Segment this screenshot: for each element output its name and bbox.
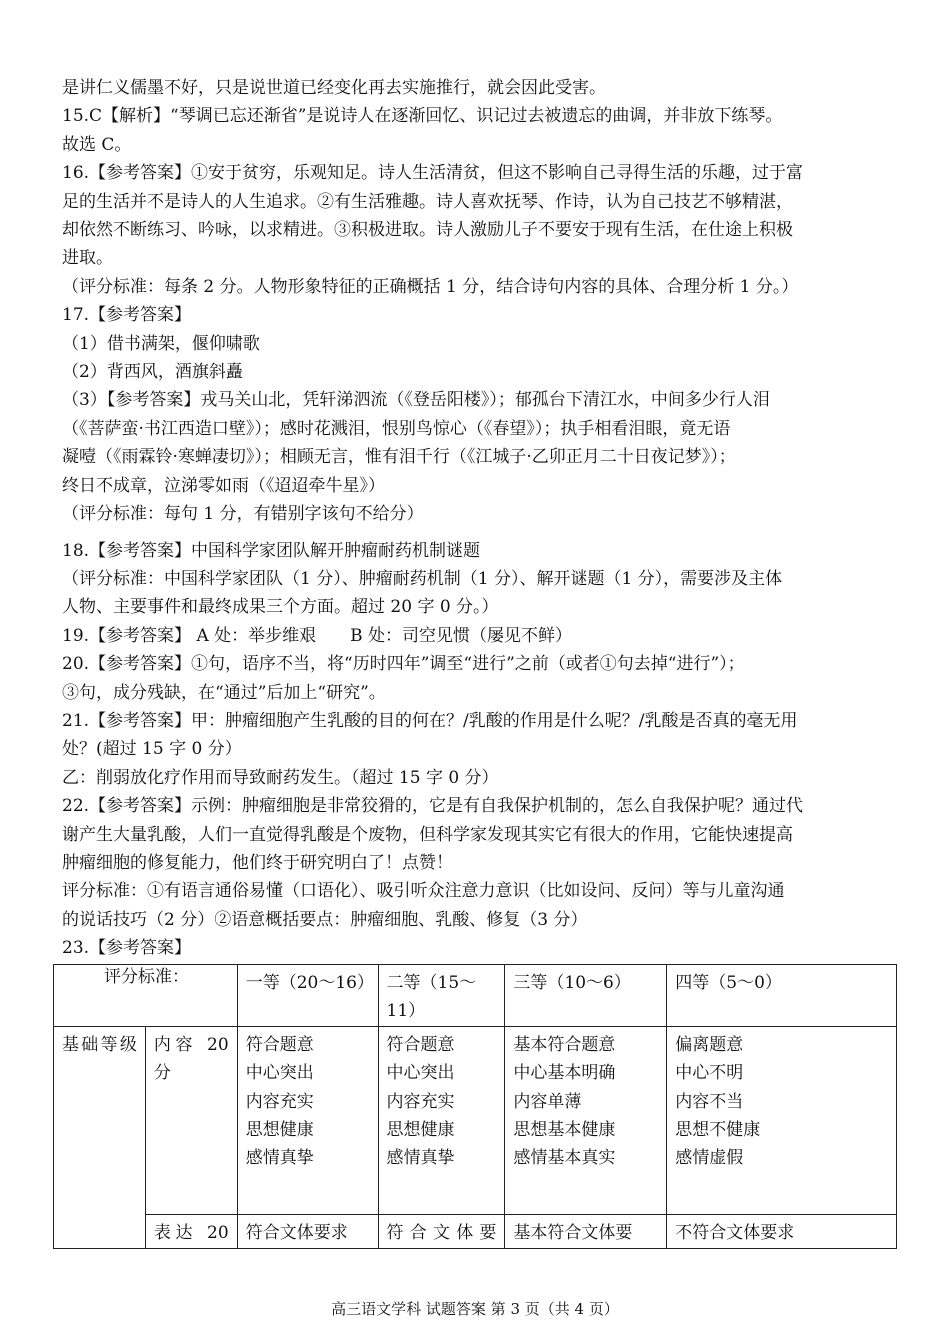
criterion-text: 感情基本真实: [513, 1148, 616, 1169]
text-line: （评分标准：每条 2 分。人物形象特征的正确概括 1 分，结合诗句内容的具体、合理分析 1 分。）: [62, 276, 799, 297]
table-header-row: [54, 965, 897, 1027]
table-item-cell: 内容 20 分: [145, 1026, 237, 1214]
text-line: 却依然不断练习、吟咏，以求精进。③积极进取。诗人激励儿子不要安于现有生活，在仕途上积极: [62, 220, 793, 241]
table-row: [54, 1214, 897, 1248]
table-level-cell: 基础等级: [54, 1026, 146, 1248]
text-line: （1）借书满架，偃仰啸歌: [62, 333, 260, 354]
text-line: 16.【参考答案】①安于贫穷，乐观知足。诗人生活清贫，但这不影响自己寻得生活的乐趣，过于富: [62, 163, 804, 184]
text-line: 凝噎（《雨霖铃·寒蝉凄切》）；相顾无言，惟有泪千行（《江城子·乙卯正月二十日夜记梦》）；: [62, 447, 736, 468]
text-line: 15.C【解析】“琴调已忘还渐省”是说诗人在逐渐回忆、识记过去被遗忘的曲调，并非放下练琴。: [62, 106, 783, 127]
text-line: 20.【参考答案】①句，语序不当，将“历时四年”调至“进行”之前（或者①句去掉“进行”）；: [62, 654, 745, 675]
text-line: 评分标准：①有语言通俗易懂（口语化）、吸引听众注意力意识（比如设问、反问）等与儿童沟通: [62, 881, 785, 902]
table-cell: [237, 1026, 378, 1214]
text-line: ③句，成分残缺，在“通过”后加上“研究”。: [62, 682, 386, 703]
criterion-text: 内容充实: [245, 1091, 314, 1112]
text-line: 足的生活并不是诗人的人生追求。②有生活雅趣。诗人喜欢抚琴、作诗，认为自己技艺不够精湛，: [62, 191, 793, 212]
text-line: 肿瘤细胞的修复能力，他们终于研究明白了！点赞！: [62, 852, 453, 873]
text-line: 谢产生大量乳酸，人们一直觉得乳酸是个废物，但科学家发现其实它有很大的作用，它能快速提高: [62, 824, 793, 845]
text-line: 21.【参考答案】甲：肿瘤细胞产生乳酸的目的何在？/乳酸的作用是什么呢？/乳酸是否真的毫无用: [62, 710, 798, 731]
table-header-cell: 四等（5～0）: [667, 965, 897, 1027]
text-line: 进取。: [62, 248, 113, 269]
text-line: （3）【参考答案】戎马关山北，凭轩涕泗流（《登岳阳楼》）；郁孤台下清江水，中间多少行人泪: [62, 390, 770, 411]
text-line: （评分标准：每句 1 分，有错别字该句不给分）: [62, 504, 424, 525]
criterion-text: 思想健康: [386, 1120, 455, 1141]
text-line: 终日不成章，泣涕零如雨（《迢迢牵牛星》）: [62, 475, 385, 496]
criterion-text: 中心不明: [675, 1063, 744, 1084]
criterion-text: 中心突出: [245, 1063, 314, 1084]
criterion-text: 中心基本明确: [513, 1063, 616, 1084]
criterion-text: 感情虚假: [675, 1148, 744, 1169]
table-cell: [667, 1026, 897, 1214]
text-line: 乙：削弱放化疗作用而导致耐药发生。（超过 15 字 0 分）: [62, 767, 499, 788]
text-line: （2）背西风，酒旗斜矗: [62, 362, 243, 383]
scoring-table: [53, 964, 897, 1249]
table-cell: 基本符合文体要: [505, 1214, 667, 1248]
text-line: 的说话技巧（2 分）②语意概括要点：肿瘤细胞、乳酸、修复（3 分）: [62, 909, 588, 930]
criterion-text: 思想健康: [245, 1120, 314, 1141]
text-line: 19.【参考答案】 A 处：举步维艰 B 处：司空见惯（屡见不鲜）: [62, 625, 573, 646]
page-footer: 高三语文学科 试题答案 第 3 页（共 4 页）: [331, 1300, 619, 1318]
answer-text-body: [62, 74, 904, 991]
criterion-text: 偏离题意: [675, 1034, 744, 1055]
table-cell: 不符合文体要求: [667, 1214, 897, 1248]
table-header-empty: [54, 965, 238, 1027]
table-item-cell: 表达 20: [145, 1214, 237, 1248]
criterion-text: 思想不健康: [675, 1120, 761, 1141]
criterion-text: 思想基本健康: [513, 1120, 616, 1141]
criterion-text: 感情真挚: [386, 1148, 455, 1169]
text-line: 评分标准：: [104, 966, 189, 987]
text-line: 18.【参考答案】中国科学家团队解开肿瘤耐药机制谜题: [62, 540, 481, 561]
table-cell: [378, 1026, 505, 1214]
criterion-text: 感情真挚: [245, 1148, 314, 1169]
table-cell: [505, 1026, 667, 1214]
table-header-cell: 一等（20～16）: [237, 965, 378, 1027]
criterion-text: 内容单薄: [513, 1091, 582, 1112]
table-row: [54, 1026, 897, 1214]
table-header-cell: 三等（10～6）: [505, 965, 667, 1027]
text-line: 是讲仁义儒墨不好，只是说世道已经变化再去实施推行，就会因此受害。: [62, 78, 606, 98]
text-line: 23.【参考答案】: [62, 938, 192, 959]
criterion-text: 内容不当: [675, 1091, 744, 1112]
text-line: 17.【参考答案】: [62, 305, 192, 326]
text-line: 处？(超过 15 字 0 分）: [62, 739, 242, 760]
table-cell: 符合文体要求: [237, 1214, 378, 1248]
criterion-text: 内容充实: [386, 1091, 455, 1112]
criterion-text: 基本符合题意: [513, 1034, 616, 1055]
table-header-cell: 二等（15～11）: [378, 965, 505, 1027]
criterion-text: 符合题意: [245, 1034, 314, 1055]
text-line: 故选 C。: [62, 134, 132, 155]
text-line: 人物、主要事件和最终成果三个方面。超过 20 字 0 分。）: [62, 597, 499, 618]
blank-line: [62, 529, 904, 537]
text-line: （评分标准：中国科学家团队（1 分）、肿瘤耐药机制（1 分）、解开谜题（1 分），需要涉及主体: [62, 568, 783, 589]
criterion-text: 符合题意: [386, 1034, 455, 1055]
text-line: （《菩萨蛮·书江西造口壁》）；感时花溅泪，恨别鸟惊心（《春望》）；执手相看泪眼，竟无语: [62, 418, 731, 439]
criterion-text: 中心突出: [386, 1063, 455, 1084]
text-line: 22.【参考答案】示例：肿瘤细胞是非常狡猾的，它是有自我保护机制的，怎么自我保护呢？通过代: [62, 796, 804, 817]
table-cell: 符合文体要: [378, 1214, 505, 1248]
